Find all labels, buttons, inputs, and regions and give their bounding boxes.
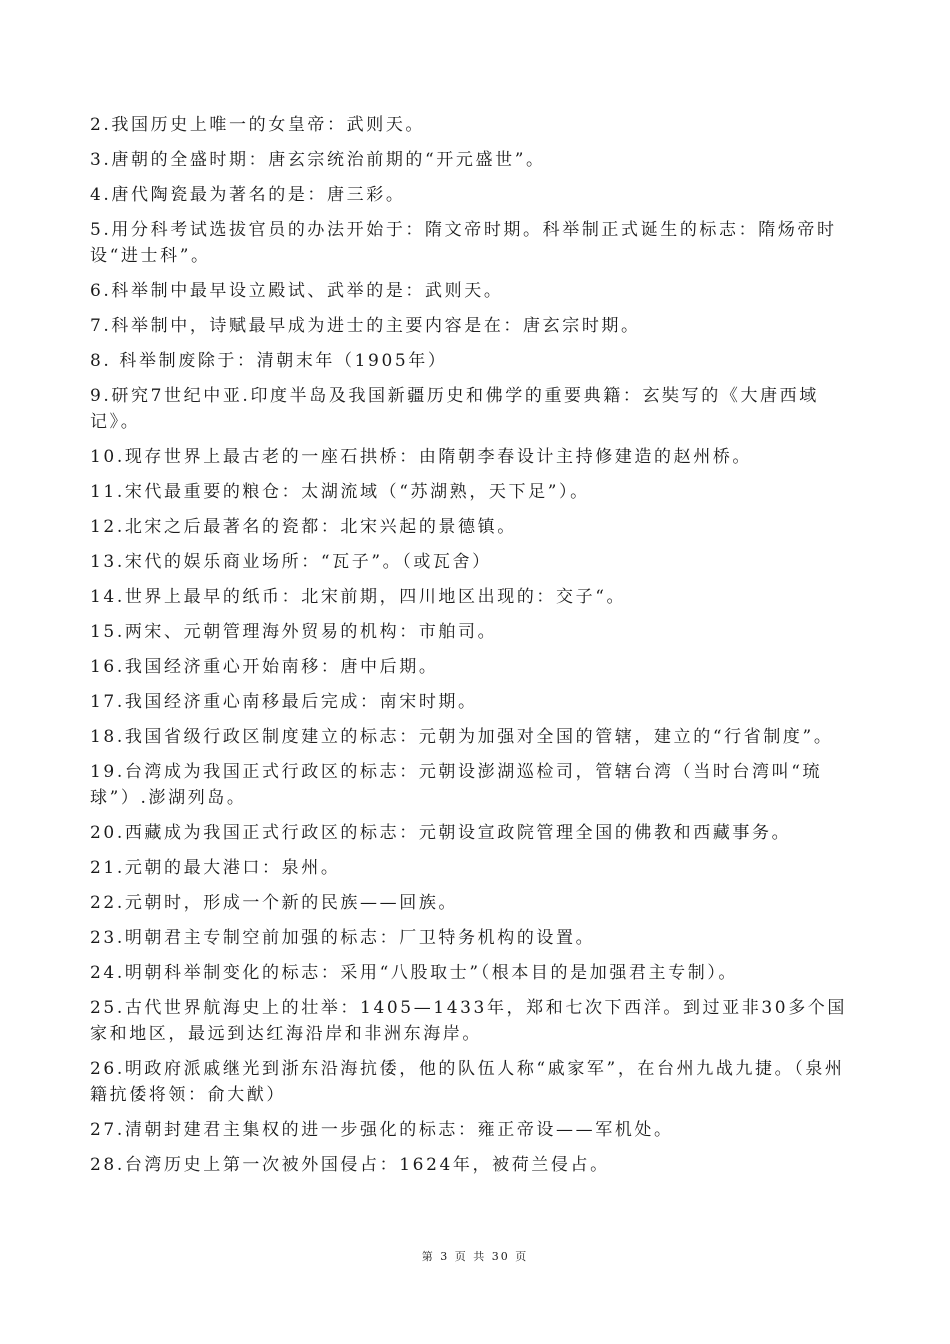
- list-item: 15.两宋、元朝管理海外贸易的机构：市舶司。: [90, 622, 498, 642]
- list-item: 12.北宋之后最著名的瓷都：北宋兴起的景德镇。: [90, 517, 517, 537]
- list-item: 16.我国经济重心开始南移：唐中后期。: [90, 657, 439, 677]
- list-item: 3.唐朝的全盛时期：唐玄宗统治前期的“开元盛世”。: [90, 150, 546, 170]
- list-item: 23.明朝君主专制空前加强的标志：厂卫特务机构的设置。: [90, 928, 596, 948]
- list-item: 25.古代世界航海史上的壮举：1405—1433年，郑和七次下西洋。到过亚非30多个国家和地区，最远到达红海沿岸和非洲东海岸。: [90, 998, 847, 1044]
- list-item: 11.宋代最重要的粮仓：太湖流域（“苏湖熟，天下足”）。: [90, 482, 590, 502]
- list-item: 22.元朝时，形成一个新的民族——回族。: [90, 893, 459, 913]
- list-item: 21.元朝的最大港口：泉州。: [90, 858, 341, 878]
- list-item: 10.现存世界上最古老的一座石拱桥：由隋朝李春设计主持修建造的赵州桥。: [90, 447, 753, 467]
- list-item: 19.台湾成为我国正式行政区的标志：元朝设澎湖巡检司，管辖台湾（当时台湾叫“琉球”）.澎湖列岛。: [90, 762, 823, 808]
- list-item: 17.我国经济重心南移最后完成：南宋时期。: [90, 692, 478, 712]
- list-item: 7.科举制中，诗赋最早成为进士的主要内容是在：唐玄宗时期。: [90, 316, 641, 336]
- list-item: 26.明政府派戚继光到浙东沿海抗倭，他的队伍人称“戚家军”，在台州九战九捷。（泉州籍抗倭将领：俞大猷）: [90, 1059, 845, 1105]
- list-item: 9.研究7世纪中亚.印度半岛及我国新疆历史和佛学的重要典籍：玄奘写的《大唐西域记》。: [90, 386, 819, 432]
- content-body: [90, 112, 860, 1187]
- list-item: 28.台湾历史上第一次被外国侵占：1624年，被荷兰侵占。: [90, 1155, 610, 1175]
- list-item: 20.西藏成为我国正式行政区的标志：元朝设宣政院管理全国的佛教和西藏事务。: [90, 823, 792, 843]
- list-item: 2.我国历史上唯一的女皇帝：武则天。: [90, 115, 426, 135]
- list-item: 27.清朝封建君主集权的进一步强化的标志：雍正帝设——军机处。: [90, 1120, 674, 1140]
- list-item: 8. 科举制废除于：清朝末年（1905年）: [90, 351, 448, 371]
- list-item: 5.用分科考试选拔官员的办法开始于：隋文帝时期。科举制正式诞生的标志：隋炀帝时设“进士科”。: [90, 220, 837, 266]
- page-number-footer: 第 3 页 共 30 页: [421, 1250, 529, 1263]
- list-item: 4.唐代陶瓷最为著名的是：唐三彩。: [90, 185, 406, 205]
- list-item: 6.科举制中最早设立殿试、武举的是：武则天。: [90, 281, 504, 301]
- list-item: 14.世界上最早的纸币：北宋前期，四川地区出现的：交子“。: [90, 587, 627, 607]
- list-item: 13.宋代的娱乐商业场所：“瓦子”。（或瓦舍）: [90, 552, 492, 572]
- list-item: 18.我国省级行政区制度建立的标志：元朝为加强对全国的管辖，建立的“行省制度”。: [90, 727, 834, 747]
- list-item: 24.明朝科举制变化的标志：采用“八股取士”（根本目的是加强君主专制）。: [90, 963, 739, 983]
